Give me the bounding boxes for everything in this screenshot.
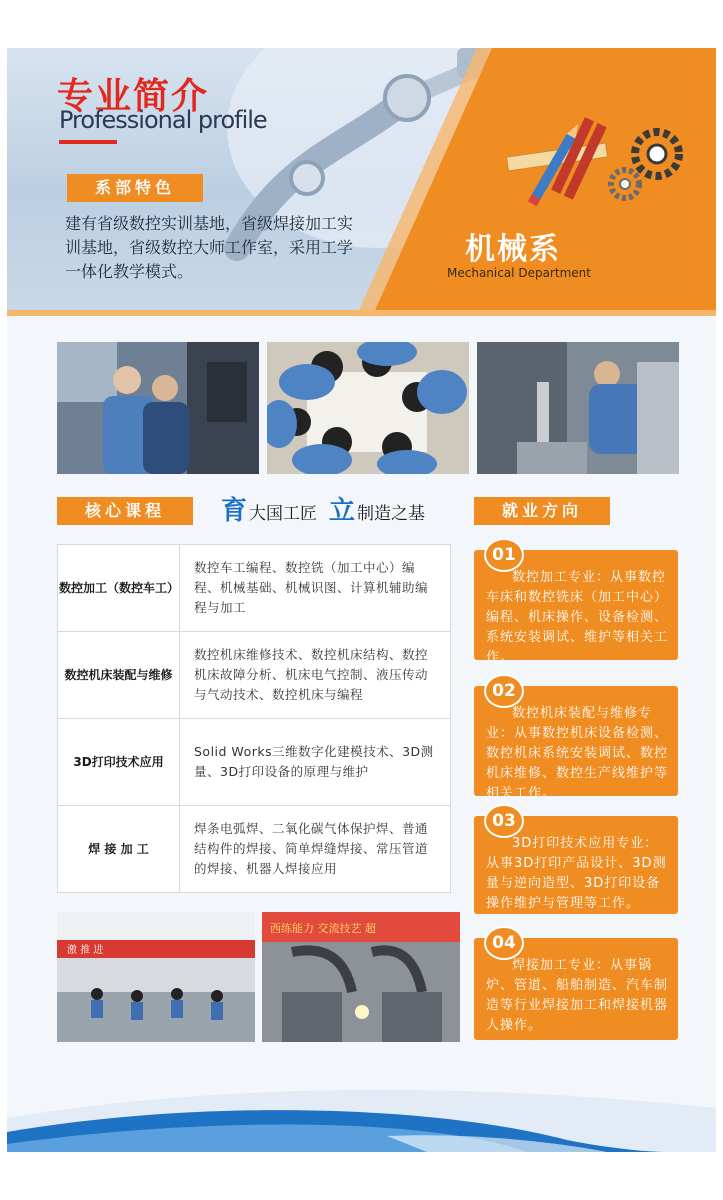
slogan-manufacturing xyxy=(329,490,425,527)
career-card xyxy=(474,933,678,1040)
slogan-text-1: 大国工匠 xyxy=(249,504,318,524)
course-name: 3D打印技术应用 xyxy=(58,719,180,806)
photo-cnc-training xyxy=(57,342,259,474)
slogan-char-2: 立 xyxy=(329,496,356,526)
career-text: 数控加工专业：从事数控车床和数控铣床（加工中心）编程、机床操作、设备检测、系统安装调试、维护等相关工作。 xyxy=(486,570,669,665)
table-row xyxy=(58,545,451,632)
poster xyxy=(7,48,716,1152)
course-desc: 焊条电弧焊、二氧化碳气体保护焊、普通结构件的焊接、简单焊缝焊接、常压管道的焊接、机器人焊接应用 xyxy=(180,806,451,893)
department-name: 机械系 xyxy=(465,232,561,267)
career-number: 01 xyxy=(484,538,524,572)
career-number: 04 xyxy=(484,926,524,960)
photo-machine-operation xyxy=(477,342,679,474)
career-text: 3D打印技术应用专业：从事3D打印产品设计、3D测量与逆向造型、3D打印设备操作维护与管理等工作。 xyxy=(486,836,667,911)
table-row xyxy=(58,806,451,893)
course-desc: 数控车工编程、数控铣（加工中心）编程、机械基础、机械识图、计算机辅助编程与加工 xyxy=(180,545,451,632)
tools-illustration xyxy=(507,110,685,210)
page-subtitle: Professional profile xyxy=(59,106,267,134)
slogan-char-1: 育 xyxy=(221,496,248,526)
intro-text: 建有省级数控实训基地，省级焊接加工实训基地，省级数控大师工作室，采用工学一体化教学模式。 xyxy=(65,214,354,281)
bottom-wave-decoration xyxy=(7,1048,716,1152)
career-card xyxy=(474,811,678,914)
photo-welding-shop xyxy=(262,912,460,1042)
career-card xyxy=(474,681,678,801)
welding-banner-text: 西练能力 交流技艺 超 xyxy=(270,922,376,935)
table-row xyxy=(58,632,451,719)
title-underline xyxy=(59,140,117,144)
course-desc: 数控机床维修技术、数控机床结构、数控机床故障分析、机床电气控制、液压传动与气动技术、数控机床与编程 xyxy=(180,632,451,719)
career-number: 02 xyxy=(484,674,524,708)
photo-students-drawing xyxy=(267,342,469,474)
course-name: 数控机床装配与维修 xyxy=(58,632,180,719)
career-text: 焊接加工专业：从事锅炉、管道、船舶制造、汽车制造等行业焊接加工和焊接机器人操作。 xyxy=(486,958,669,1033)
course-name: 焊 接 加 工 xyxy=(58,806,180,893)
courses-table xyxy=(57,544,451,893)
course-name: 数控加工（数控车工） xyxy=(58,545,180,632)
slogan-craftsman xyxy=(221,490,317,527)
slogan-text-2: 制造之基 xyxy=(357,504,426,524)
header-stripe xyxy=(7,310,716,316)
core-courses-badge: 核心课程 xyxy=(57,497,193,525)
workshop-banner-text: 激 推 进 xyxy=(67,945,104,956)
photo-workshop-hall xyxy=(57,912,255,1042)
course-desc: Solid Works三维数字化建模技术、3D测量、3D打印设备的原理与维护 xyxy=(180,719,451,806)
feature-badge: 系部特色 xyxy=(67,174,203,202)
page-title: 专业简介 xyxy=(57,76,210,117)
department-name-en: Mechanical Department xyxy=(447,266,591,280)
header-banner xyxy=(7,48,716,310)
career-number: 03 xyxy=(484,804,524,838)
career-text: 数控机床装配与维修专业：从事数控机床设备检测、数控机床系统安装调试、数控机床维修、数控生产线维护等相关工作。 xyxy=(486,706,669,801)
career-card xyxy=(474,545,678,665)
table-row xyxy=(58,719,451,806)
employment-badge: 就业方向 xyxy=(474,497,610,525)
